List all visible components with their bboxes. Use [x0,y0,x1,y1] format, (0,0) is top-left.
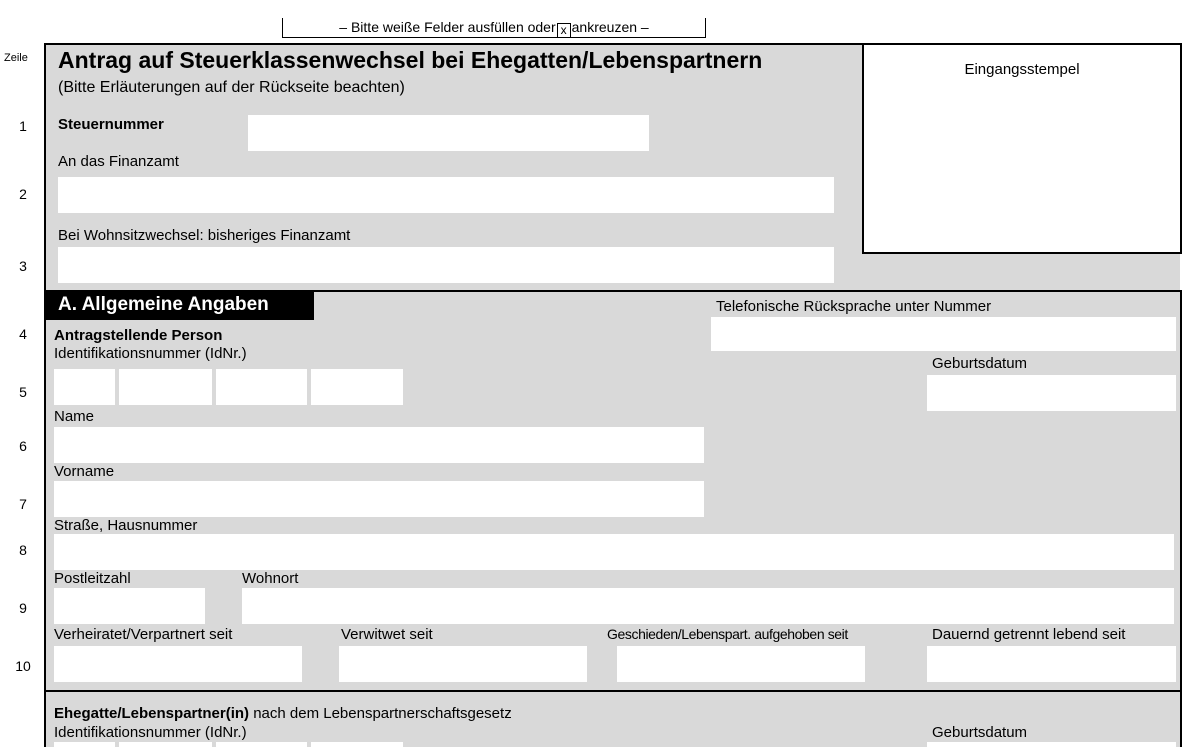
partner-idnr-field-1[interactable] [54,742,115,747]
partner-geburtsdatum-label: Geburtsdatum [932,724,1028,741]
applicant-idnr-label: Identifikationsnummer (IdNr.) [54,345,247,362]
getrennt-label: Dauernd getrennt lebend seit [932,626,1126,643]
instruction-text-before: – Bitte weiße Felder ausfüllen oder [339,19,556,35]
telefon-label: Telefonische Rücksprache unter Nummer [716,298,992,315]
partner-heading [54,705,512,722]
name-field[interactable] [54,427,704,463]
row-number: 4 [19,326,27,342]
vorname-field[interactable] [54,481,704,517]
bisheriges-finanzamt-label: Bei Wohnsitzwechsel: bisheriges Finanzamt [58,227,351,244]
wohnort-label: Wohnort [242,570,299,587]
verwitwet-label: Verwitwet seit [341,626,433,643]
form-subtitle: (Bitte Erläuterungen auf der Rückseite beachten) [58,79,405,96]
plz-label: Postleitzahl [54,570,131,587]
steuernummer-label: Steuernummer [58,116,164,133]
telefon-field[interactable] [711,317,1176,351]
strasse-label: Straße, Hausnummer [54,517,198,534]
verwitwet-field[interactable] [339,646,587,682]
partner-heading-rest: nach dem Lebenspartnerschaftsgesetz [249,705,512,722]
row-number: 1 [19,118,27,134]
zeile-header: Zeile [4,52,28,64]
vorname-label: Vorname [54,463,115,480]
row-number: 10 [15,658,31,674]
plz-field[interactable] [54,588,205,624]
row-number: 2 [19,186,27,202]
geschieden-field[interactable] [617,646,865,682]
partner-idnr-field-2[interactable] [119,742,212,747]
receipt-stamp-box [862,43,1182,254]
finanzamt-label: An das Finanzamt [58,153,179,170]
checkbox-example-icon: x [557,23,571,38]
strasse-field[interactable] [54,534,1174,570]
applicant-idnr-field-2[interactable] [119,369,212,405]
verheiratet-label: Verheiratet/Verpartnert seit [54,626,233,643]
bisheriges-finanzamt-field[interactable] [58,247,834,283]
receipt-stamp-label: Eingangsstempel [964,61,1080,78]
steuernummer-field[interactable] [248,115,649,151]
row-number: 7 [19,496,27,512]
partner-idnr-field-4[interactable] [311,742,403,747]
section-a-title: A. Allgemeine Angaben [44,290,314,320]
partner-idnr-label: Identifikationsnummer (IdNr.) [54,724,247,741]
partner-heading-bold: Ehegatte/Lebenspartner(in) [54,705,250,722]
getrennt-field[interactable] [927,646,1176,682]
applicant-idnr-field-1[interactable] [54,369,115,405]
finanzamt-field[interactable] [58,177,834,213]
applicant-geburtsdatum-label: Geburtsdatum [932,355,1028,372]
instruction-text-after: ankreuzen – [571,19,649,35]
row-number: 6 [19,438,27,454]
geschieden-label: Geschieden/Lebenspart. aufgehoben seit [607,626,848,642]
wohnort-field[interactable] [242,588,1174,624]
form-title: Antrag auf Steuerklassenwechsel bei Ehegatten/Lebenspartnern [58,47,763,73]
row-number: 3 [19,258,27,274]
name-label: Name [54,408,95,425]
partner-idnr-field-3[interactable] [216,742,307,747]
applicant-geburtsdatum-field[interactable] [927,375,1176,411]
partner-geburtsdatum-field[interactable] [927,742,1176,747]
verheiratet-field[interactable] [54,646,302,682]
row-number: 5 [19,384,27,400]
row-number: 8 [19,542,27,558]
applicant-idnr-field-4[interactable] [311,369,403,405]
applicant-idnr-field-3[interactable] [216,369,307,405]
applicant-heading: Antragstellende Person [54,327,223,344]
row-number: 9 [19,600,27,616]
instruction-note [282,18,706,38]
